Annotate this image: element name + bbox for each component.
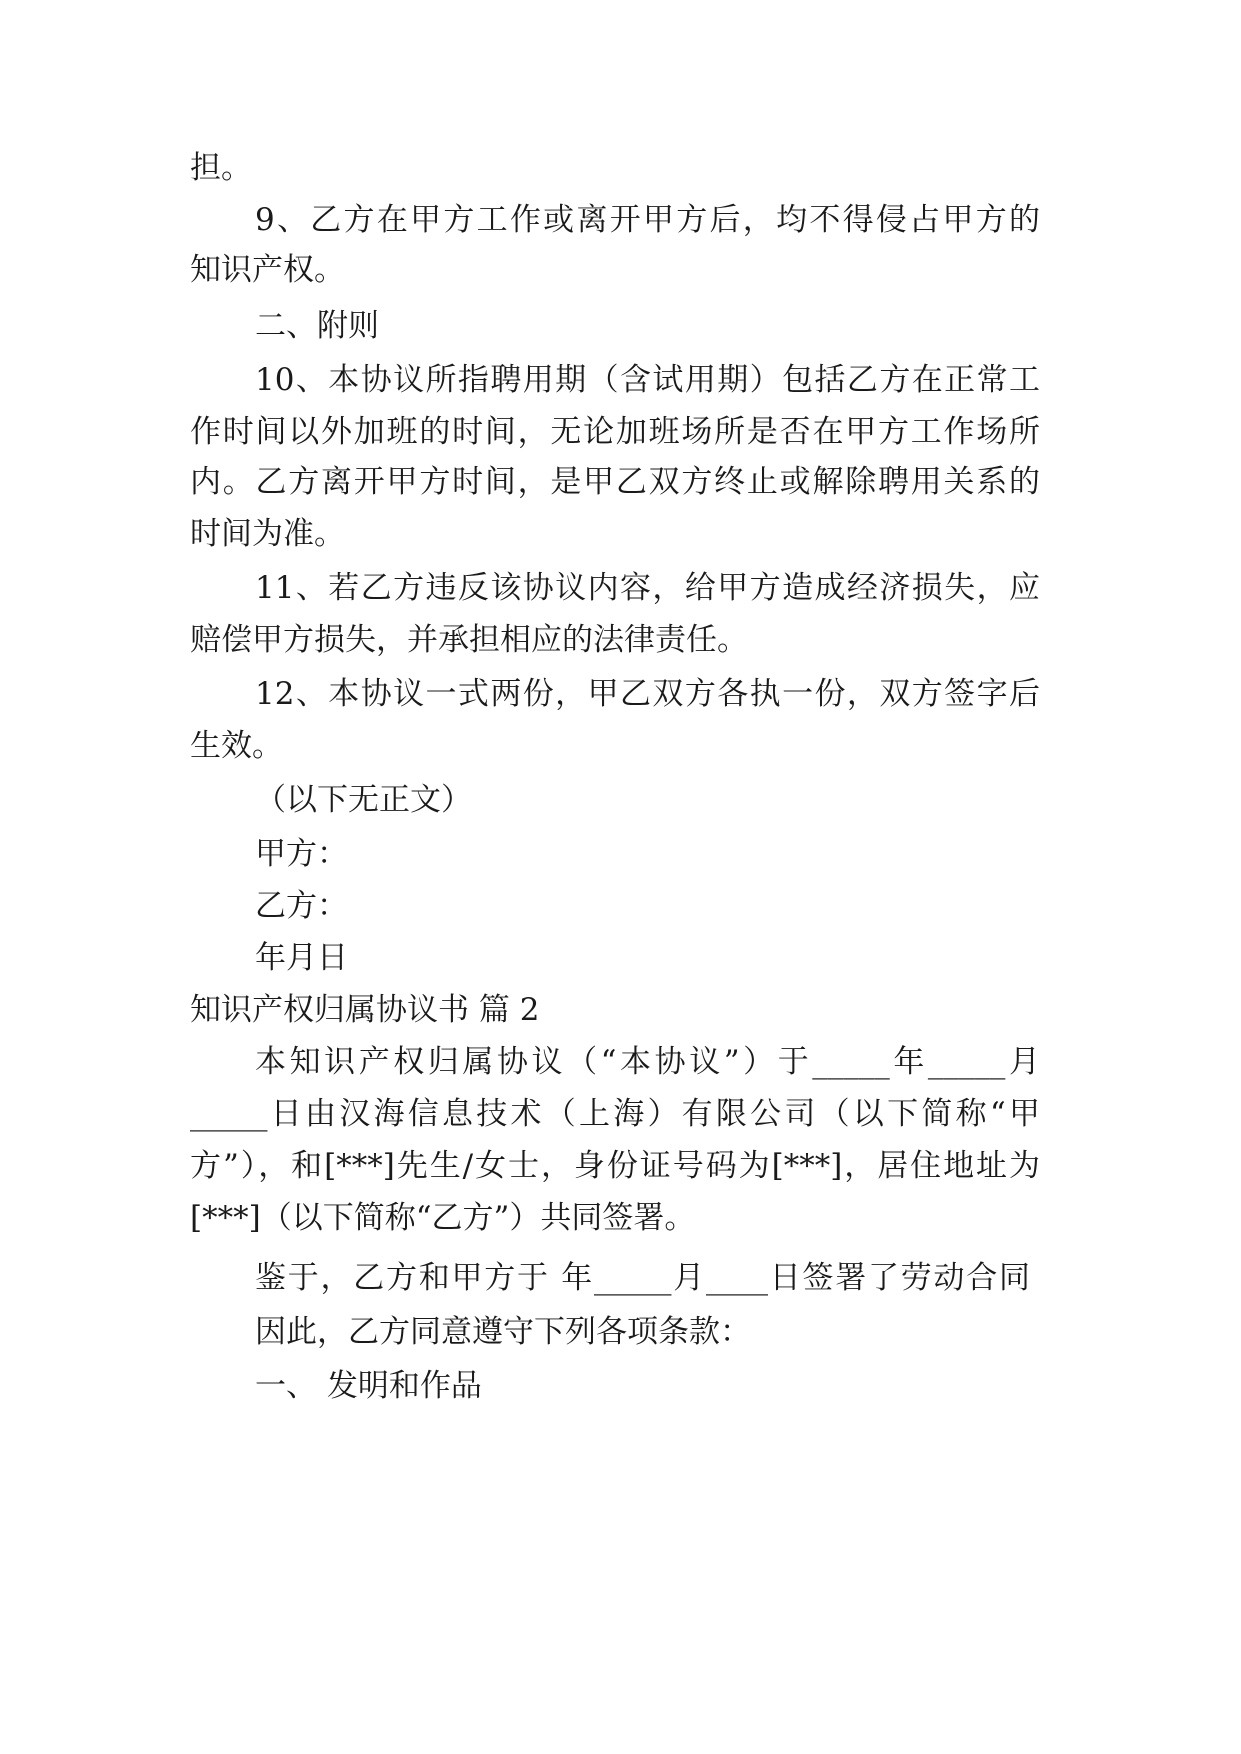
article-title: 知识产权归属协议书 篇 2 <box>190 992 540 1028</box>
paragraph-line: 赔偿甲方损失，并承担相应的法律责任。 <box>190 622 748 658</box>
no-body-text-note: （以下无正文） <box>255 782 472 818</box>
section-heading: 二、附则 <box>255 308 379 344</box>
date-label: 年月日 <box>255 940 348 976</box>
paragraph-line: 12、本协议一式两份，甲乙双方各执一份，双方签字后 <box>255 676 1040 712</box>
paragraph-line: 时间为准。 <box>190 516 345 552</box>
paragraph-line: 内。乙方离开甲方时间，是甲乙双方终止或解除聘用关系的 <box>190 464 1040 500</box>
paragraph-line: 知识产权。 <box>190 252 345 288</box>
paragraph-line: 生效。 <box>190 728 283 764</box>
party-b-signature-label: 乙方： <box>255 888 348 924</box>
paragraph-line: [***]（以下简称“乙方”）共同签署。 <box>190 1200 696 1236</box>
party-a-signature-label: 甲方： <box>255 836 348 872</box>
paragraph-line: 10、本协议所指聘用期（含试用期）包括乙方在正常工 <box>255 362 1040 398</box>
paragraph-line: 担。 <box>190 150 252 186</box>
section-heading: 一、 发明和作品 <box>255 1368 482 1404</box>
paragraph-line: _____日由汉海信息技术（上海）有限公司（以下简称“甲 <box>190 1096 1040 1132</box>
paragraph-line: 因此，乙方同意遵守下列各项条款： <box>255 1314 751 1350</box>
paragraph-line: 9、乙方在甲方工作或离开甲方后，均不得侵占甲方的 <box>255 202 1040 238</box>
paragraph-line: 11、若乙方违反该协议内容，给甲方造成经济损失，应 <box>255 570 1040 606</box>
paragraph-line: 鉴于，乙方和甲方于 年_____月____日签署了劳动合同 <box>255 1260 1030 1296</box>
paragraph-line: 方”），和[***]先生/女士，身份证号码为[***]，居住地址为 <box>190 1148 1040 1184</box>
paragraph-line: 本知识产权归属协议（“本协议”）于_____年_____月 <box>255 1044 1040 1080</box>
paragraph-line: 作时间以外加班的时间，无论加班场所是否在甲方工作场所 <box>190 414 1040 450</box>
